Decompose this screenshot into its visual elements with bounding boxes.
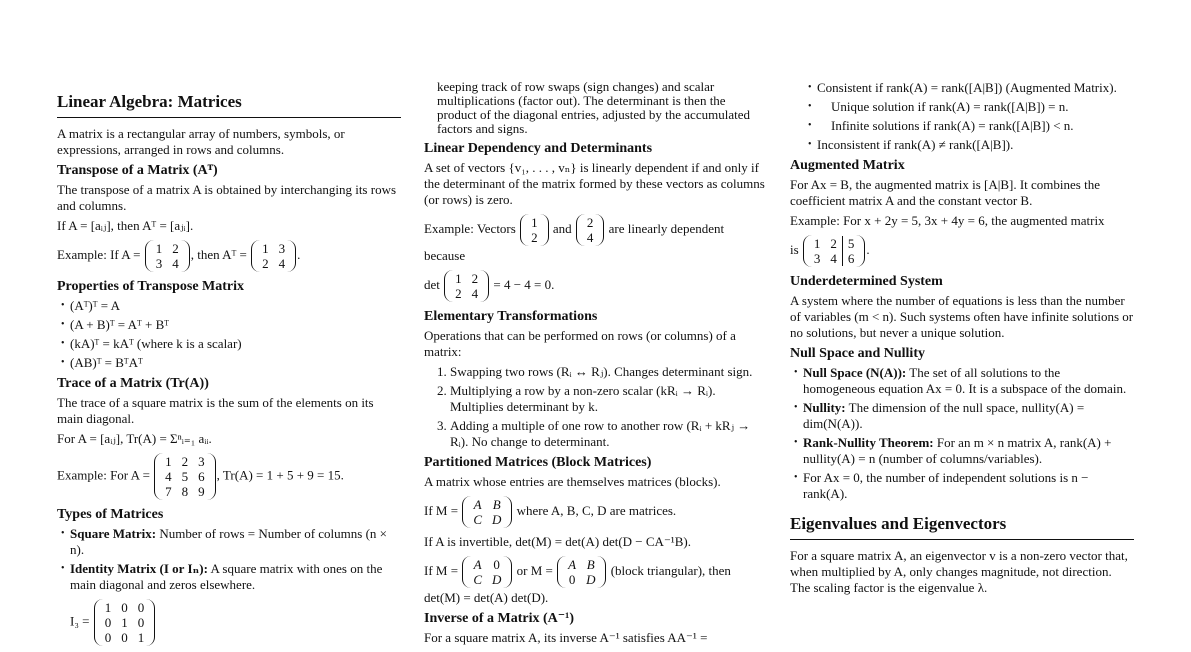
matrix-cell: 2 [471,271,479,286]
lindep-desc: A set of vectors {v₁, . . . , vₙ} is linearly dependent if and only if the determinant of the matrix formed by these vectors as columns (or rows) is zero. [424,160,765,207]
identity-label: Identity Matrix (I or Iₙ): [70,561,208,576]
matrix-2x2 [444,270,489,302]
example-result: , Tr(A) = 1 + 5 + 9 = 15. [216,467,344,483]
matrix-row [582,230,599,245]
matrix-row [100,600,150,615]
matrix-table [151,241,184,271]
matrix-row [450,286,483,301]
matrix-cell: 0 [104,615,112,630]
vector-2 [576,214,605,246]
matrix-cell: 3 [198,454,205,469]
list-item: • Infinite solutions if rank(A) = rank([A|B]) < n. [817,118,1134,134]
nl-text: The dimension of the null space, nullity(A) = dim(N(A)). [803,400,1085,431]
intro-text: A matrix is a rectangular array of numbers, symbols, or expressions, arranged in rows and columns. [57,126,345,157]
matrix-cell: 1 [137,630,145,645]
transpose-def: If A = [aᵢⱼ], then Aᵀ = [aⱼᵢ]. [57,218,194,233]
tri-or: or M = [516,562,553,578]
tri-result: det(M) = det(A) det(D). [424,590,549,605]
matrix-cell: A [568,557,577,572]
trace-def: For A = [aᵢⱼ], Tr(A) = Σⁿᵢ₌₁ aᵢᵢ. [57,431,212,446]
list-item: • Inconsistent if rank(A) ≠ rank([A|B]). [817,137,1134,153]
matrix-cell: 6 [198,469,205,484]
matrix-cell: 2 [455,286,462,301]
rn-text: For an m × n matrix A, rank(A) + nullity(A) = n (number of columns/variables). [803,435,1112,466]
matrix-table [468,497,506,527]
matrix-row [151,241,184,256]
matrix-cell: 1 [455,271,462,286]
if-post: where A, B, C, D are matrices. [516,502,677,518]
trace-heading: Trace of a Matrix (Tr(A)) [57,376,209,391]
part-def [424,494,766,530]
matrix-row [160,484,210,499]
example-label: Example: Vectors [424,220,516,236]
matrix-cell: 2 [531,230,538,245]
list-item: • (A + B)ᵀ = Aᵀ + Bᵀ [70,317,401,333]
matrix-cell: D [491,512,502,527]
aug-matrix-line [790,233,1134,269]
matrix-row [257,241,290,256]
matrix-table [526,215,543,245]
list-item: • (AB)ᵀ = BᵀAᵀ [70,355,401,371]
elem-desc: Operations that can be performed on rows (or columns) of a matrix: [424,328,736,359]
list-item: • (kA)ᵀ = kAᵀ (where k is a scalar) [70,336,401,352]
matrix-cell: 8 [181,484,189,499]
matrix-row [151,256,184,271]
matrix-cell: 0 [137,600,145,615]
example-post: are linearly dependent because [424,220,725,263]
matrix-table [582,215,599,245]
matrix-cell: 3 [155,256,163,271]
matrix-cell: 4 [471,286,479,301]
tri-post: (block triangular), then [610,562,731,578]
matrix-cell: B [492,497,501,512]
matrix-cell: 0 [121,600,128,615]
matrix-cell: 2 [586,215,594,230]
matrix-cell: D [491,572,502,587]
matrix-cell: 2 [262,256,269,271]
augmented-matrix [803,235,866,267]
matrix-table [468,557,506,587]
matrix-table [257,241,290,271]
det-result: = 4 − 4 = 0. [493,276,555,292]
under-desc: A system where the number of equations is less than the number of variables (m < n). Such systems often have infinite solutions or no solutions, but never a unique solution. [790,293,1134,340]
matrix-row [582,215,599,230]
ns-label: Null Space (N(A)): [803,365,907,380]
column-1 [57,92,401,652]
matrix-cell: 1 [813,236,821,251]
column-2 [424,80,766,650]
example-end: . [297,246,301,262]
under-heading: Underdetermined System [790,274,943,289]
props-heading: Properties of Transpose Matrix [57,279,245,294]
matrix-table [450,271,483,301]
if-label: If M = [424,502,459,518]
null-heading: Null Space and Nullity [790,346,925,361]
matrix-cell: 0 [568,572,576,587]
matrix-cell: 7 [165,484,172,499]
block-upper [557,556,606,588]
matrix-table [809,236,860,266]
matrix-row [563,557,600,572]
types-list [57,526,401,648]
aug-desc: For Ax = B, the augmented matrix is [A|B]. It combines the coefficient matrix A and the constant vector B. [790,177,1100,208]
example-mid: , then Aᵀ = [190,246,247,262]
elem-list [424,364,766,450]
list-item: • (Aᵀ)ᵀ = A [70,298,401,314]
matrix-row [257,256,290,271]
ns-text: The set of all solutions to the homogeneous equation Ax = 0. It is a subspace of the domain. [803,365,1127,396]
matrix-cell: 4 [830,251,837,266]
lindep-det [424,268,766,304]
null-list [790,365,1134,502]
matrix-row [809,251,860,266]
nl-label: Nullity: [803,400,846,415]
matrix-row [468,572,506,587]
square-label: Square Matrix: [70,526,157,541]
list-item [803,365,1134,397]
is-label: is [790,241,799,257]
block-matrix [462,496,512,528]
matrix-cell: 1 [121,615,128,630]
list-item [70,561,401,648]
matrix-i3 [94,599,156,646]
eigen-desc: For a square matrix A, an eigenvector v is a non-zero vector that, when multiplied by A, only changes magnitude, not direction. The scaling factor is the eigenvalue λ. [790,548,1128,595]
matrix-cell: 1 [155,241,163,256]
matrix-cell: 2 [181,454,189,469]
matrix-cell: 4 [172,256,179,271]
part-inv: If A is invertible, det(M) = det(A) det(D − CA⁻¹B). [424,534,691,549]
matrix-cell: 9 [198,484,205,499]
elem-heading: Elementary Transformations [424,309,598,324]
transpose-example [57,238,401,274]
matrix-cell: 3 [278,241,286,256]
column-3 [790,80,1134,600]
block-lower [462,556,512,588]
aug-end: . [866,241,870,257]
matrix-row [160,454,210,469]
example-label: Example: For A = [57,467,150,483]
matrix-table [100,600,150,645]
identity-text: A square matrix with ones on the main diagonal and zeros elsewhere. [70,561,383,592]
matrix-table [563,557,600,587]
matrix-table [160,454,210,499]
matrix-cell: 5 [842,236,859,251]
matrix-cell: A [473,557,482,572]
aug-heading: Augmented Matrix [790,158,905,173]
types-heading: Types of Matrices [57,507,164,522]
matrix-cell: 6 [842,251,859,266]
matrix-row [468,512,506,527]
list-item [70,526,401,558]
det-label: det [424,276,440,292]
matrix-row [526,215,543,230]
matrix-cell: B [586,557,595,572]
matrix-row [526,230,543,245]
matrix-row [468,497,506,512]
page-title: Linear Algebra: Matrices [57,92,401,118]
matrix-cell: 5 [181,469,189,484]
matrix-cell: C [473,572,482,587]
i3-label: I₃ = [70,613,90,629]
eigen-title: Eigenvalues and Eigenvectors [790,514,1134,540]
matrix-cell: 4 [586,230,594,245]
matrix-cell: 3 [813,251,821,266]
list-item: 1. Swapping two rows (Rᵢ ↔ Rⱼ). Changes determinant sign. [450,364,766,380]
matrix-cell: 2 [172,241,179,256]
trace-desc: The trace of a square matrix is the sum of the elements on its main diagonal. [57,395,374,426]
matrix-cell: 4 [278,256,286,271]
matrix-a [145,240,190,272]
matrix-cell: 0 [137,615,145,630]
matrix-row [160,469,210,484]
example-label: Example: If A = [57,246,141,262]
matrix-row [100,615,150,630]
transpose-desc: The transpose of a matrix A is obtained by interchanging its rows and columns. [57,182,397,213]
matrix-cell: 1 [262,241,269,256]
matrix-cell: A [473,497,482,512]
matrix-row [450,271,483,286]
matrix-row [468,557,506,572]
rn-label: Rank-Nullity Theorem: [803,435,934,450]
matrix-cell: 1 [531,215,538,230]
matrix-cell: 1 [104,600,112,615]
props-list [57,298,401,371]
continued-text: keeping track of row swaps (sign changes) and scalar multiplications (factor out). The determinant is then the product of the diagonal entries, adjusted by the accumulated factors and signs. [437,79,750,136]
list-item: • For Ax = 0, the number of independent solutions is n − rank(A). [803,470,1134,502]
list-item [803,435,1134,467]
list-item: 3. Adding a multiple of one row to another row (Rᵢ + kRⱼ → Rᵢ). No change to determinant. [450,418,766,450]
matrix-a-transpose [251,240,296,272]
list-item: • Unique solution if rank(A) = rank([A|B]) = n. [817,99,1134,115]
matrix-cell: D [586,572,596,587]
matrix-cell: 0 [104,630,112,645]
matrix-3x3 [154,453,216,500]
list-item: • Consistent if rank(A) = rank([A|B]) (Augmented Matrix). [817,80,1134,96]
matrix-row [100,630,150,645]
inverse-desc: For a square matrix A, its inverse A⁻¹ satisfies AA⁻¹ = [424,630,708,645]
matrix-row [809,236,860,251]
matrix-cell: C [473,512,482,527]
part-desc: A matrix whose entries are themselves matrices (blocks). [424,474,721,489]
matrix-row [563,572,600,587]
matrix-cell: 4 [165,469,172,484]
example-and: and [552,220,572,236]
list-item [803,400,1134,432]
lindep-example [424,212,766,264]
rank-list [790,80,1134,153]
list-item: 2. Multiplying a row by a non-zero scalar (kRᵢ → Rᵢ). Multiplies determinant by k. [450,383,766,415]
matrix-cell: 2 [830,236,837,251]
square-text: Number of rows = Number of columns (n × n). [70,526,387,557]
matrix-cell: 1 [165,454,172,469]
lindep-heading: Linear Dependency and Determinants [424,141,653,156]
inverse-heading: Inverse of a Matrix (A⁻¹) [424,611,574,626]
vector-1 [520,214,549,246]
part-tri [424,554,766,606]
aug-example: Example: For x + 2y = 5, 3x + 4y = 6, the augmented matrix [790,213,1105,228]
part-heading: Partitioned Matrices (Block Matrices) [424,455,652,470]
matrix-cell: 0 [121,630,128,645]
transpose-heading: Transpose of a Matrix (Aᵀ) [57,163,218,178]
trace-example [57,451,401,502]
tri-label: If M = [424,562,459,578]
identity-example [70,597,401,648]
matrix-cell: 0 [493,557,500,572]
